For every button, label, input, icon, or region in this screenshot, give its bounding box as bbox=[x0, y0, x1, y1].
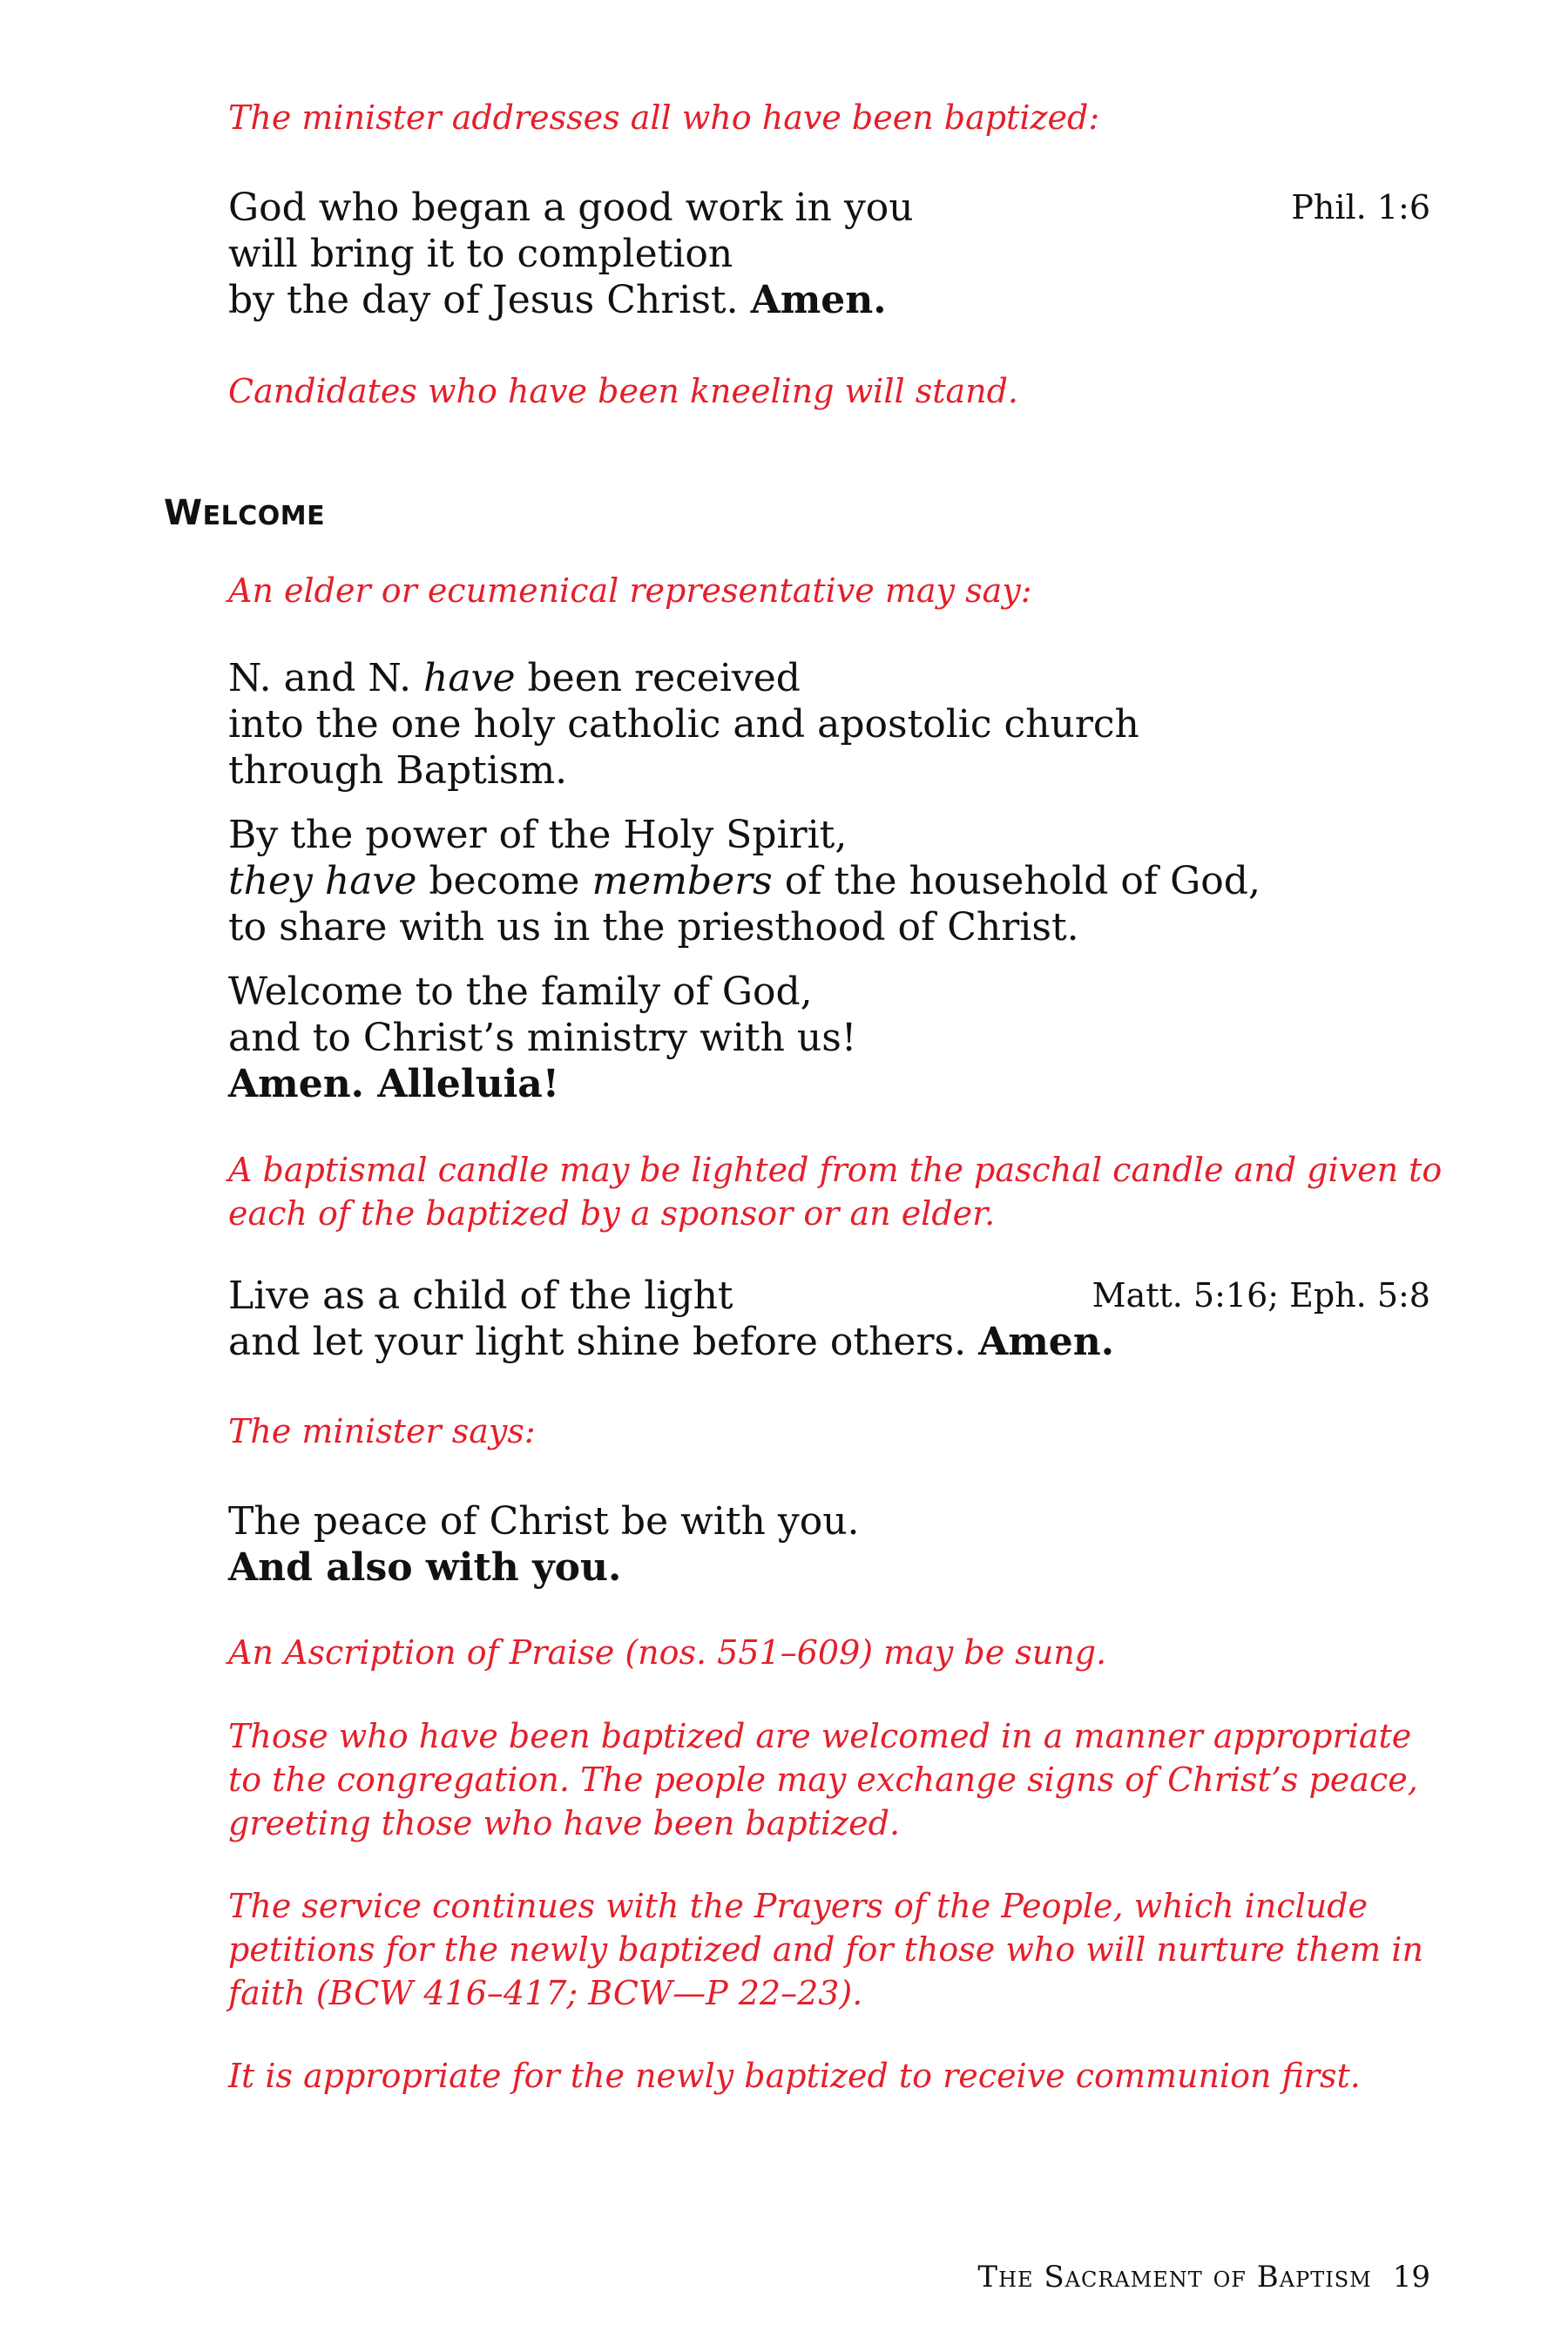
rubric-minister-addresses: The minister addresses all who have been baptized: bbox=[228, 98, 1100, 137]
welcome-p1-line-1 bbox=[228, 655, 801, 701]
welcome-p2-line-2 bbox=[228, 858, 1260, 904]
page-footer bbox=[977, 2260, 1430, 2295]
rubric-candidates-stand: Candidates who have been kneeling will stand. bbox=[228, 372, 1019, 410]
light-scripture-reference: Matt. 5:16; Eph. 5:8 bbox=[1092, 1276, 1430, 1315]
peace-response: And also with you. bbox=[228, 1545, 622, 1590]
blessing-line-2: will bring it to completion bbox=[228, 232, 733, 276]
welcome-p2-line-2-italic-a: they have bbox=[228, 859, 417, 903]
welcome-p1-line-1-c: been received bbox=[515, 656, 801, 700]
rubric-communion-first: It is appropriate for the newly baptized to receive communion first. bbox=[228, 2057, 1361, 2095]
section-heading-rest: ELCOME bbox=[202, 501, 326, 531]
blessing-line-3-text: by the day of Jesus Christ. bbox=[228, 278, 751, 322]
welcome-p2-line-3: to share with us in the priesthood of Christ. bbox=[228, 905, 1079, 950]
footer-title: The Sacrament of Baptism bbox=[977, 2260, 1372, 2295]
rubric-elder-may-say: An elder or ecumenical representative may say: bbox=[228, 571, 1032, 610]
page-number: 19 bbox=[1392, 2260, 1430, 2295]
rubric-ascription-of-praise: An Ascription of Praise (nos. 551–609) may be sung. bbox=[228, 1633, 1107, 1672]
rubric-welcomed-by-congregation: Those who have been baptized are welcomed in a manner appropriate to the congregation. The people may exchange signs of Christ’s peace, greeting those who have been baptized. bbox=[228, 1717, 1418, 1842]
welcome-p1-line-1-a: N. and N. bbox=[228, 656, 424, 700]
blessing-amen: Amen. bbox=[750, 278, 887, 322]
rubric-baptismal-candle: A baptismal candle may be lighted from the paschal candle and given to each of the baptized by a sponsor or an elder. bbox=[228, 1151, 1443, 1233]
blessing-line-3 bbox=[228, 277, 887, 323]
light-line-2 bbox=[228, 1319, 1114, 1365]
welcome-p2-line-1: By the power of the Holy Spirit, bbox=[228, 813, 848, 857]
peace-line-1: The peace of Christ be with you. bbox=[228, 1499, 860, 1544]
welcome-p3-response: Amen. Alleluia! bbox=[228, 1062, 560, 1106]
section-heading-initial: W bbox=[164, 493, 203, 533]
blessing-line-1: God who began a good work in you bbox=[228, 186, 914, 230]
welcome-p3-line-2: and to Christ’s ministry with us! bbox=[228, 1016, 857, 1060]
light-line-2-text: and let your light shine before others. bbox=[228, 1320, 979, 1364]
light-line-1: Live as a child of the light bbox=[228, 1274, 733, 1318]
rubric-minister-says: The minister says: bbox=[228, 1412, 536, 1450]
light-amen: Amen. bbox=[978, 1320, 1115, 1364]
welcome-p3-line-1: Welcome to the family of God, bbox=[228, 970, 813, 1014]
rubric-prayers-of-the-people: The service continues with the Prayers of the People, which include petitions for the newly baptized and for those who will nurture them in faith (BCW 416–417; BCW—P 22–23). bbox=[228, 1887, 1423, 2012]
section-heading-welcome bbox=[164, 493, 325, 533]
blessing-scripture-reference: Phil. 1:6 bbox=[1291, 188, 1430, 226]
welcome-p1-line-1-italic: have bbox=[423, 656, 516, 700]
welcome-p1-line-2: into the one holy catholic and apostolic church bbox=[228, 702, 1139, 747]
welcome-p2-line-2-d: of the household of God, bbox=[772, 859, 1260, 903]
welcome-p2-line-2-italic-c: members bbox=[591, 859, 773, 903]
welcome-p2-line-2-b: become bbox=[416, 859, 592, 903]
welcome-p1-line-3: through Baptism. bbox=[228, 748, 568, 793]
